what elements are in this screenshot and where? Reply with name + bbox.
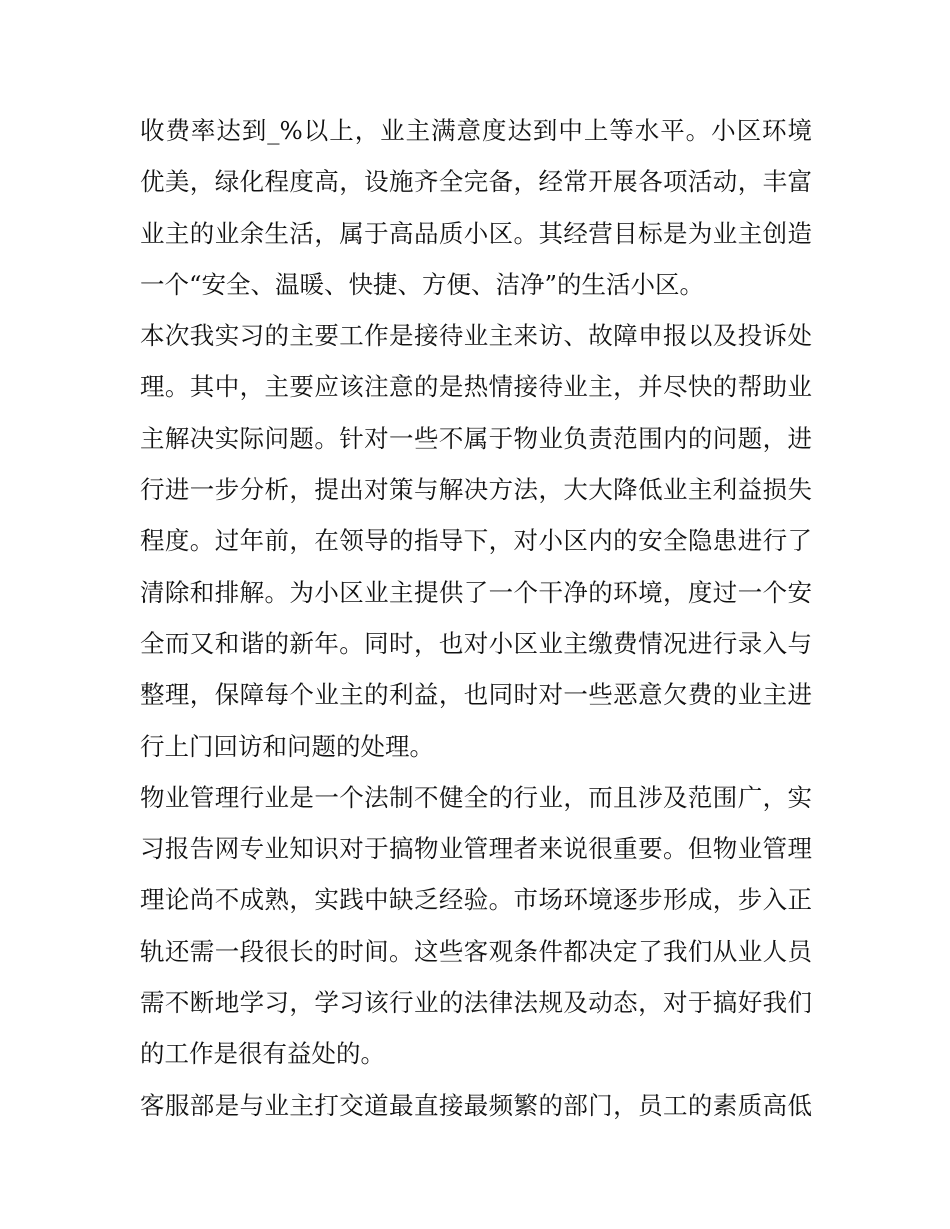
text-line: 物业管理行业是一个法制不健全的行业，而且涉及范围广，实 xyxy=(140,782,812,812)
text-line: 需不断地学习，学习该行业的法律法规及动态，对于搞好我们 xyxy=(140,988,812,1018)
paragraph-1 xyxy=(140,105,812,310)
text-line: 轨还需一段很长的时间。这些客观条件都决定了我们从业人员 xyxy=(140,936,812,966)
text-line: 理论尚不成熟，实践中缺乏经验。市场环境逐步形成，步入正 xyxy=(140,885,812,915)
text-line: 行上门回访和问题的处理。 xyxy=(140,731,434,761)
text-line: 业主的业余生活，属于高品质小区。其经营目标是为业主创造 xyxy=(140,218,812,248)
text-line: 整理，保障每个业主的利益，也同时对一些恶意欠费的业主进 xyxy=(140,680,812,710)
paragraph-3 xyxy=(140,772,812,1080)
text-line: 程度。过年前，在领导的指导下，对小区内的安全隐患进行了 xyxy=(140,526,812,556)
paragraph-2 xyxy=(140,310,812,772)
text-line: 优美，绿化程度高，设施齐全完备，经常开展各项活动，丰富 xyxy=(140,167,812,197)
text-line: 主解决实际问题。针对一些不属于物业负责范围内的问题，进 xyxy=(140,423,812,453)
body-text xyxy=(140,105,812,1131)
paragraph-4 xyxy=(140,1080,812,1131)
text-line: 一个“安全、温暖、快捷、方便、洁净”的生活小区。 xyxy=(140,269,705,299)
text-line: 客服部是与业主打交道最直接最频繁的部门，员工的素质高低 xyxy=(140,1090,812,1120)
text-line: 清除和排解。为小区业主提供了一个干净的环境，度过一个安 xyxy=(140,577,812,607)
text-line: 本次我实习的主要工作是接待业主来访、故障申报以及投诉处 xyxy=(140,321,812,351)
text-line: 理。其中，主要应该注意的是热情接待业主，并尽快的帮助业 xyxy=(140,372,812,402)
text-line: 行进一步分析，提出对策与解决方法，大大降低业主利益损失 xyxy=(140,475,812,505)
text-line: 收费率达到_%以上，业主满意度达到中上等水平。小区环境 xyxy=(140,116,812,145)
text-line: 习报告网专业知识对于搞物业管理者来说很重要。但物业管理 xyxy=(140,834,812,864)
text-line: 的工作是很有益处的。 xyxy=(140,1039,385,1069)
text-line: 全而又和谐的新年。同时，也对小区业主缴费情况进行录入与 xyxy=(140,628,812,658)
